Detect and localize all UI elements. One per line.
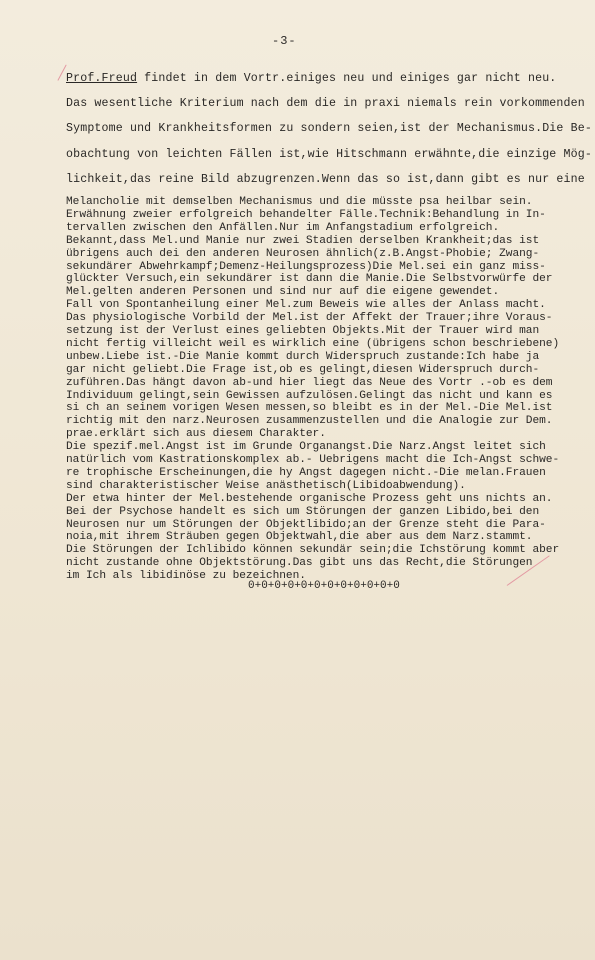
speaker-name: Prof.Freud (66, 72, 138, 85)
page-number: -3- (272, 34, 297, 48)
paragraph2-line: richtig mit den narz.Neurosen zusammenzustellen und die Analogie zur Dem. (66, 415, 553, 428)
paragraph1-line: lichkeit,das reine Bild abzugrenzen.Wenn das so ist,dann gibt es nur eine (66, 172, 585, 186)
paragraph2-line: Bekannt,dass Mel.und Manie nur zwei Stadien derselben Krankheit;das ist (66, 234, 540, 247)
paragraph1-line: Symptome und Krankheitsformen zu sondern seien,ist der Mechanismus.Die Be- (66, 122, 592, 136)
paragraph2-line: tervallen zwischen den Anfällen.Nur im Anfangstadium erfolgreich. (66, 221, 500, 234)
paragraph2-line: noia,mit ihrem Sträuben gegen Objektwahl,die aber aus dem Narz.stammt. (66, 531, 533, 544)
paragraph1-line: obachtung von leichten Fällen ist,wie Hitschmann erwähnte,die einzige Mög- (66, 147, 592, 161)
paragraph2-line: glückter Versuch,ein sekundärer ist dann die Manie.Die Selbstvorwürfe der (66, 273, 553, 286)
paragraph2-line: Bei der Psychose handelt es sich um Störungen der ganzen Libido,bei den (66, 505, 540, 518)
paragraph2-line: re trophische Erscheinungen,die hy Angst dagegen nicht.-Die melan.Frauen (66, 466, 546, 479)
paragraph2-line: Der etwa hinter der Mel.bestehende organische Prozess geht uns nichts an. (66, 492, 553, 505)
paragraph1-line: Das wesentliche Kriterium nach dem die in praxi niemals rein vorkommenden (66, 97, 585, 111)
paragraph2-line: Die Störungen der Ichlibido können sekundär sein;die Ichstörung kommt aber (66, 544, 560, 557)
paragraph2-line: nicht zustande ohne Objektstörung.Das gibt uns das Recht,die Störungen (66, 557, 533, 570)
paragraph2-line: gar nicht geliebt.Die Frage ist,ob es gelingt,diesen Widerspruch durch- (66, 363, 540, 376)
paragraph2-line: si ch an seinem vorigen Wesen messen,so bleibt es in der Mel.-Die Mel.ist (66, 402, 553, 415)
paragraph2-line: übrigens auch dei den anderen Neurosen ähnlich(z.B.Angst-Phobie; Zwang- (66, 247, 540, 260)
paragraph1-line: Prof.Freud findet in dem Vortr.einiges neu und einiges gar nicht neu. (66, 72, 557, 85)
paragraph2-line: Neurosen nur um Störungen der Objektlibido;an der Grenze steht die Para- (66, 518, 546, 531)
paragraph2-line: Mel.gelten anderen Personen und sind nur auf die eigene gewendet. (66, 286, 500, 299)
closing-separator: 0+0+0+0+0+0+0+0+0+0+0+0 (248, 580, 400, 592)
paragraph2-line: praе.erklärt sich aus diesem Charakter. (66, 428, 326, 441)
paragraph2-line: nicht fertig villeicht weil es wirklich eine (übrigens schon beschriebene) (66, 337, 560, 350)
paragraph2-line: Fall von Spontanheilung einer Mel.zum Beweis wie alles der Anlass macht. (66, 299, 546, 312)
paragraph2-line: Die spezif.mel.Angst ist im Grunde Organangst.Die Narz.Angst leitet sich (66, 441, 546, 454)
paragraph2-line: Individuum gelingt,sein Gewissen aufzulösen.Gelingt das nicht und kann es (66, 389, 553, 402)
paragraph2-line: sind charakteristischer Weise anästhetisch(Libidoabwendung). (66, 479, 466, 492)
paragraph2-line: natürlich vom Kastrationskomplex ab.- Uebrigens macht die Ich-Angst schwe- (66, 454, 560, 466)
paragraph2-line: setzung ist der Verlust eines geliebten Objekts.Mit der Trauer wird man (66, 325, 540, 337)
paragraph2-line: Erwähnung zweier erfolgreich behandelter Fälle.Technik:Behandlung in In- (66, 208, 546, 221)
paragraph2-line: Melancholie mit demselben Mechanismus und die müsste psa heilbar sein. (66, 196, 533, 208)
paragraph2-line: Das physiologische Vorbild der Mel.ist der Affekt der Trauer;ihre Voraus- (66, 312, 553, 325)
paragraph2-line: unbew.Liebe ist.-Die Manie kommt durch Widerspruch zustande:Ich habe ja (66, 350, 540, 363)
paragraph2-line: im Ich als libidinöse zu bezeichnen. (66, 570, 306, 583)
paragraph2-line: zuführen.Das hängt davon ab-und hier liegt das Neue des Vortr .-ob es dem (66, 376, 553, 389)
paragraph2-line: sekundärer Abwehrkampf;Demenz-Heilungsprozess)Die Mel.sei ein ganz miss- (66, 260, 546, 273)
